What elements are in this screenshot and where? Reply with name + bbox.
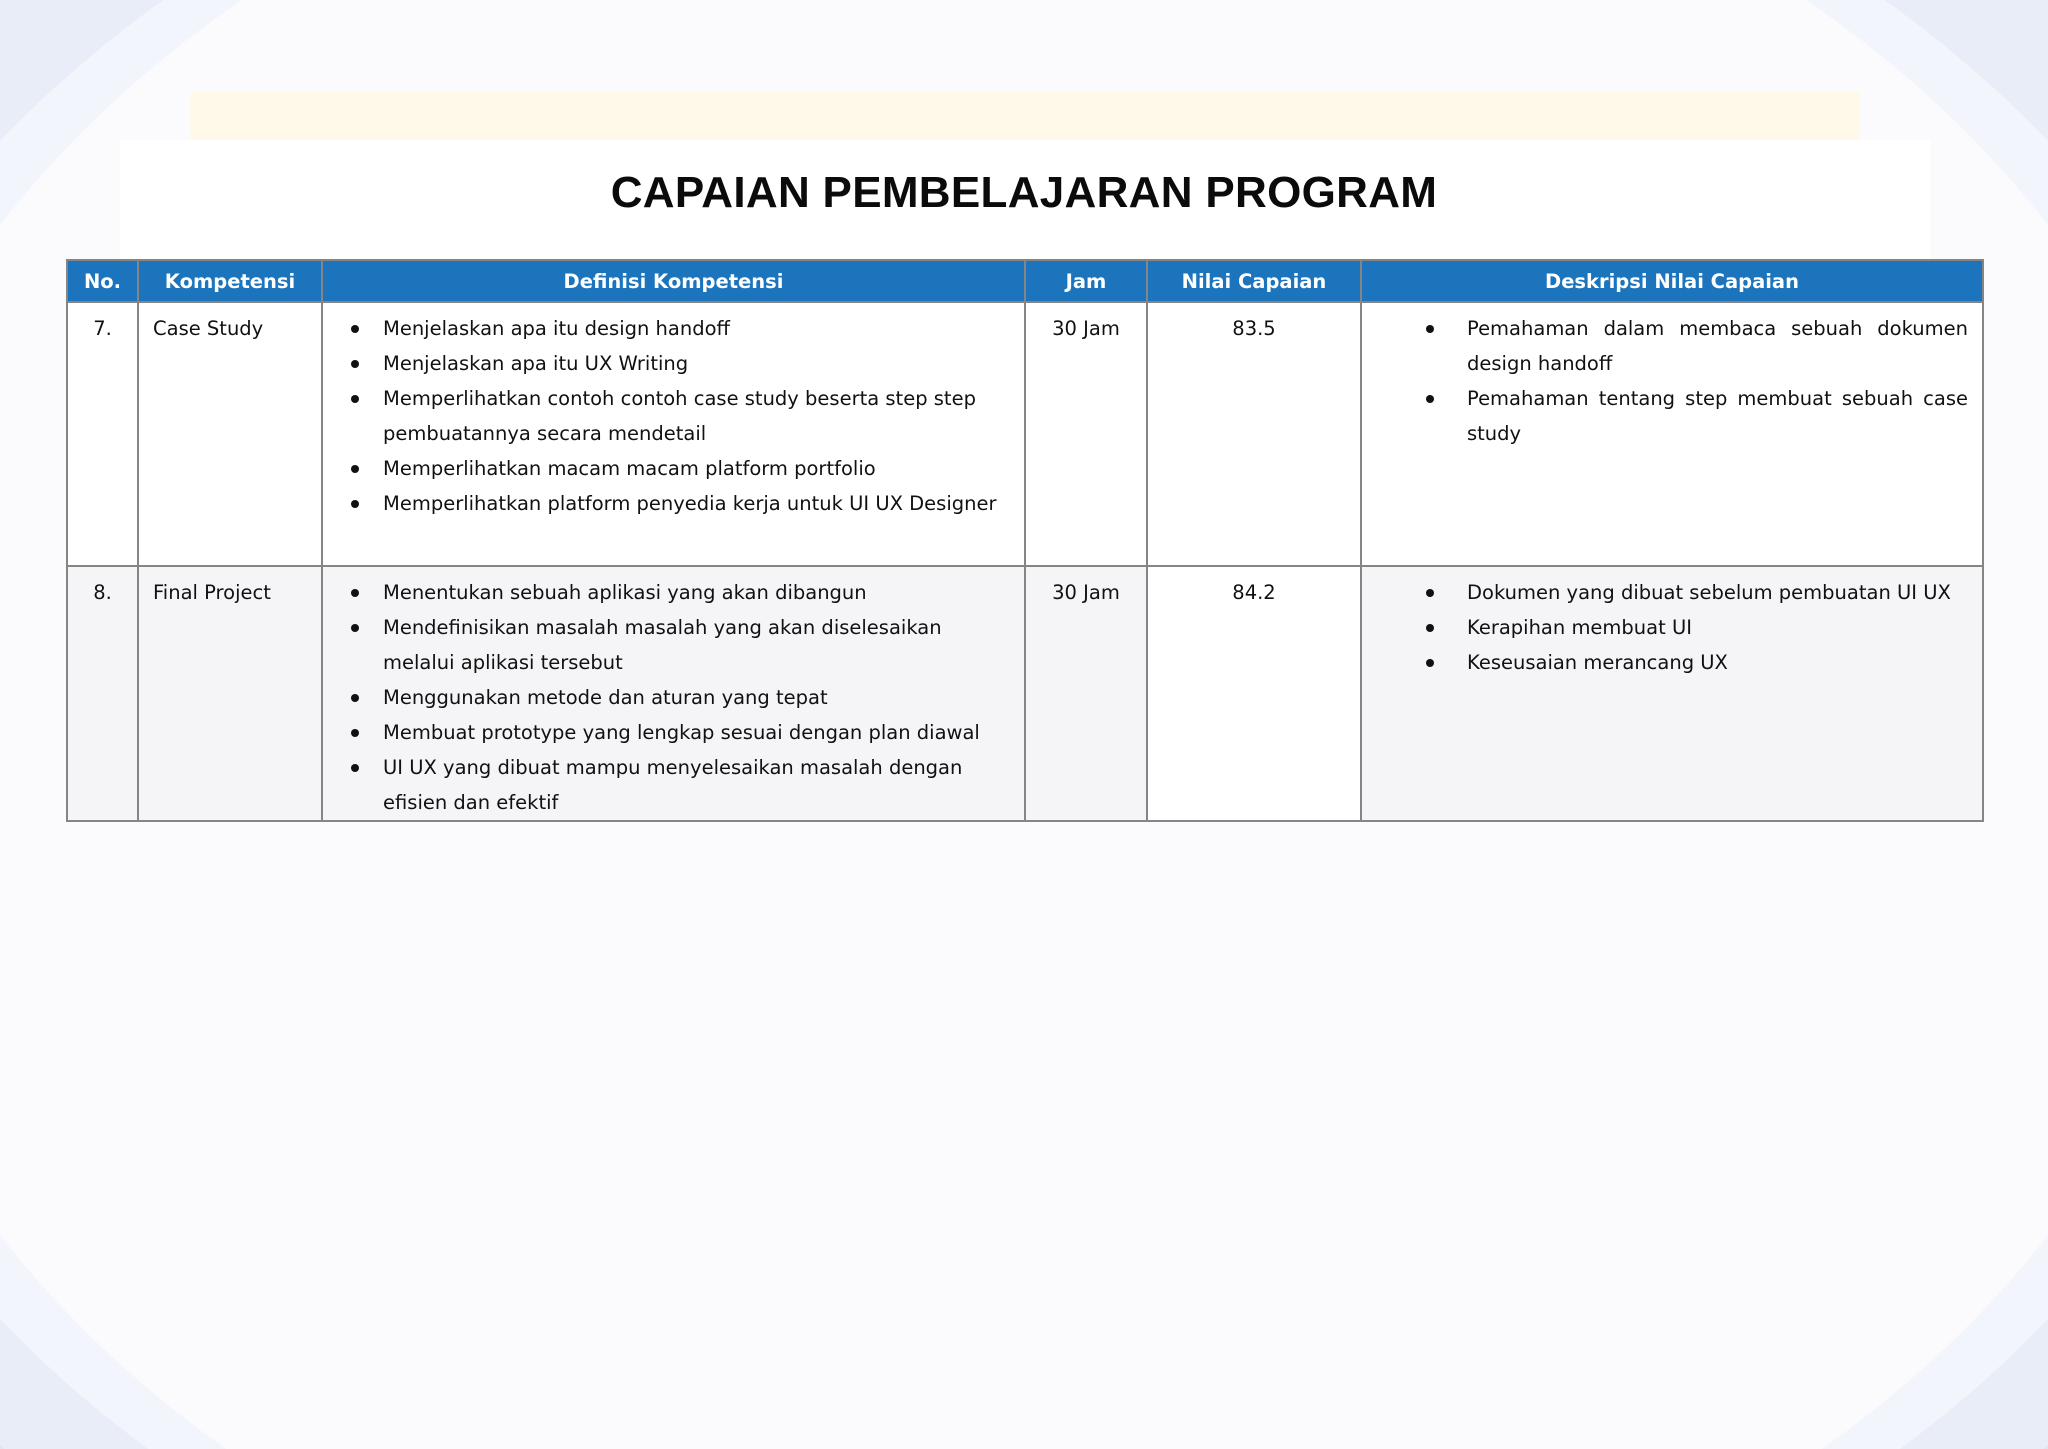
header-definisi: Definisi Kompetensi — [322, 260, 1025, 302]
cell-deskripsi — [1361, 302, 1983, 566]
list-item: Dokumen yang dibuat sebelum pembuatan UI UX — [1376, 575, 1968, 610]
list-item: Kerapihan membuat UI — [1376, 610, 1968, 645]
list-item: Menggunakan metode dan aturan yang tepat — [337, 680, 1010, 715]
header-kompetensi: Kompetensi — [138, 260, 322, 302]
cell-no: 7. — [67, 302, 138, 566]
list-item: Membuat prototype yang lengkap sesuai dengan plan diawal — [337, 715, 1010, 750]
cell-deskripsi — [1361, 566, 1983, 821]
list-item: Memperlihatkan contoh contoh case study beserta step step pembuatannya secara mendetail — [337, 381, 1010, 451]
header-deskripsi: Deskripsi Nilai Capaian — [1361, 260, 1983, 302]
list-item: Pemahaman dalam membaca sebuah dokumen design handoff — [1376, 311, 1968, 381]
list-item: Mendefinisikan masalah masalah yang akan diselesaikan melalui aplikasi tersebut — [337, 610, 1010, 680]
cell-definisi — [322, 566, 1025, 821]
cell-definisi — [322, 302, 1025, 566]
cell-jam: 30 Jam — [1025, 302, 1147, 566]
list-item: Pemahaman tentang step membuat sebuah case study — [1376, 381, 1968, 451]
definisi-list — [337, 575, 1010, 820]
list-item: Memperlihatkan platform penyedia kerja untuk UI UX Designer — [337, 486, 1010, 521]
header-jam: Jam — [1025, 260, 1147, 302]
deskripsi-list — [1376, 575, 1968, 680]
cell-kompetensi: Case Study — [138, 302, 322, 566]
header-nilai: Nilai Capaian — [1147, 260, 1361, 302]
list-item: Menjelaskan apa itu design handoff — [337, 311, 1010, 346]
cell-jam: 30 Jam — [1025, 566, 1147, 821]
competency-table — [66, 259, 1984, 822]
cell-kompetensi: Final Project — [138, 566, 322, 821]
deskripsi-list — [1376, 311, 1968, 451]
page-title: CAPAIAN PEMBELAJARAN PROGRAM — [610, 168, 1438, 217]
table-header-row — [67, 260, 1983, 302]
definisi-list — [337, 311, 1010, 521]
list-item: Menjelaskan apa itu UX Writing — [337, 346, 1010, 381]
table-row — [67, 302, 1983, 566]
list-item: Menentukan sebuah aplikasi yang akan dibangun — [337, 575, 1010, 610]
header-no: No. — [67, 260, 138, 302]
table-row — [67, 566, 1983, 821]
list-item: UI UX yang dibuat mampu menyelesaikan masalah dengan efisien dan efektif — [337, 750, 1010, 820]
list-item: Memperlihatkan macam macam platform portfolio — [337, 451, 1010, 486]
cell-no: 8. — [67, 566, 138, 821]
cell-nilai: 84.2 — [1147, 566, 1361, 821]
list-item: Keseusaian merancang UX — [1376, 645, 1968, 680]
cell-nilai: 83.5 — [1147, 302, 1361, 566]
